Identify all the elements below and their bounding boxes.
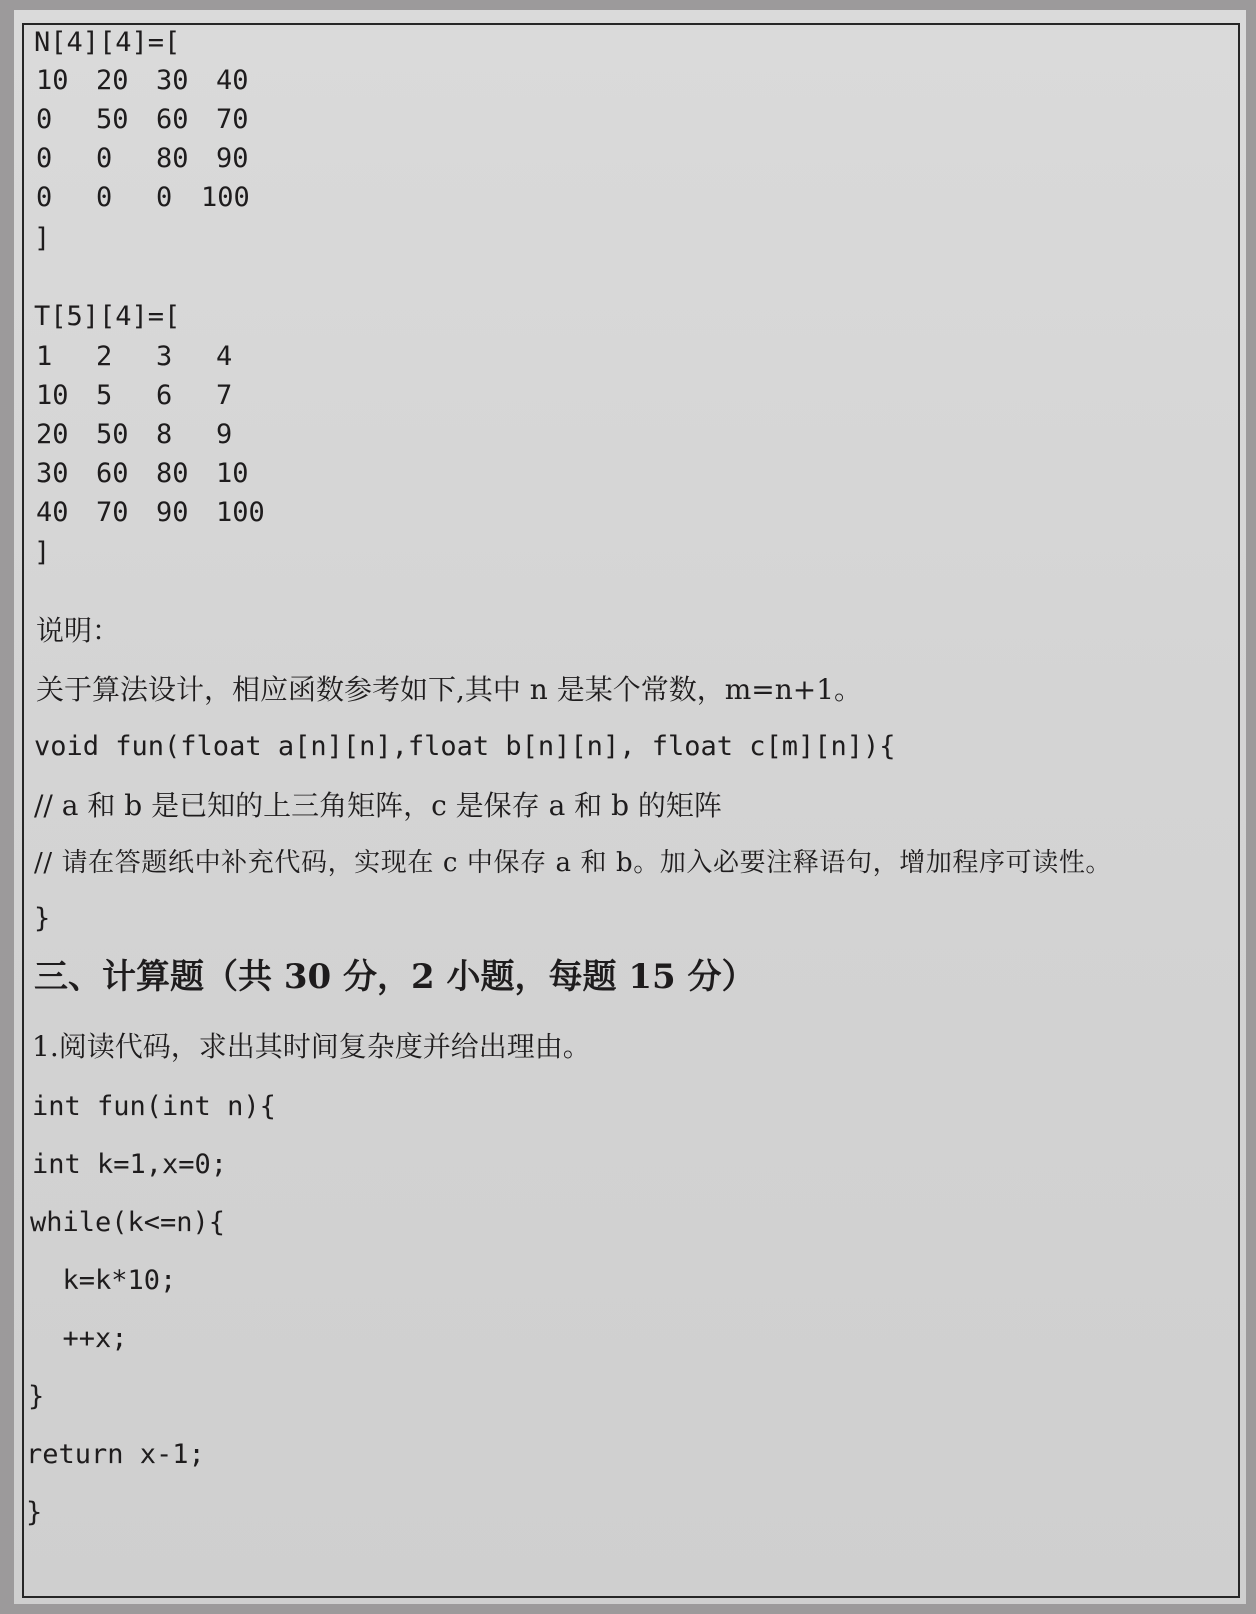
matrix-cell: 60 (96, 458, 129, 489)
matrix-row (36, 181, 356, 215)
matrix-cell: 90 (216, 143, 249, 174)
matrix-cell: 9 (216, 419, 233, 450)
code-line: } (28, 1381, 45, 1412)
matrix-cell: 6 (156, 380, 173, 411)
matrix-cell: 50 (96, 104, 129, 135)
matrix-row (36, 379, 356, 413)
code-line: int k=1,x=0; (32, 1149, 228, 1180)
matrix-cell: 80 (156, 143, 189, 174)
matrix-cell: 0 (36, 104, 53, 135)
matrix-cell: 30 (36, 458, 69, 489)
matrix-cell: 4 (216, 341, 233, 372)
code-comment: // 请在答题纸中补充代码，实现在 c 中保存 a 和 b。加入必要注释语句，增加程序可读性。 (34, 848, 1113, 878)
matrix-cell: 80 (156, 458, 189, 489)
matrix-row (36, 142, 356, 176)
matrix-cell: 0 (96, 182, 113, 213)
explanation-label: 说明： (36, 614, 121, 647)
matrix-cell: 100 (201, 182, 250, 213)
matrix-cell: 70 (216, 104, 249, 135)
matrix-cell: 3 (156, 341, 173, 372)
matrix-row (36, 103, 356, 137)
matrix-cell: 100 (216, 497, 265, 528)
matrix-cell: 10 (216, 458, 249, 489)
matrix-cell: 70 (96, 497, 129, 528)
matrix-row (36, 457, 356, 491)
matrix-cell: 1 (36, 341, 53, 372)
matrix-cell: 10 (36, 65, 69, 96)
matrix-cell: 40 (216, 65, 249, 96)
matrix-cell: 7 (216, 380, 233, 411)
explanation-intro: 关于算法设计，相应函数参考如下,其中 n 是某个常数，m=n+1。 (36, 673, 863, 706)
code-line: return x-1; (26, 1439, 205, 1470)
matrix-cell: 20 (36, 419, 69, 450)
matrix-row (36, 496, 356, 530)
matrix-t-close: ] (34, 537, 51, 568)
matrix-cell: 90 (156, 497, 189, 528)
matrix-cell: 40 (36, 497, 69, 528)
code-line: k=k*10; (30, 1265, 177, 1296)
code-comment: // a 和 b 是已知的上三角矩阵，c 是保存 a 和 b 的矩阵 (34, 789, 722, 822)
code-line: } (26, 1497, 43, 1528)
matrix-cell: 30 (156, 65, 189, 96)
matrix-cell: 5 (96, 380, 113, 411)
code-line: while(k<=n){ (30, 1207, 226, 1238)
matrix-row (36, 340, 356, 374)
section-heading: 三、计算题（共 30 分，2 小题，每题 15 分） (34, 957, 756, 997)
matrix-cell: 2 (96, 341, 113, 372)
code-line: int fun(int n){ (32, 1091, 276, 1122)
matrix-cell: 0 (36, 143, 53, 174)
matrix-t-header: T[5][4]=[ (34, 301, 181, 332)
function-close: } (34, 903, 51, 934)
matrix-row (36, 418, 356, 452)
function-signature: void fun(float a[n][n],float b[n][n], float c[m][n]){ (34, 731, 896, 762)
matrix-n-header: N[4][4]=[ (34, 27, 181, 58)
matrix-cell: 10 (36, 380, 69, 411)
matrix-row (36, 64, 356, 98)
question-1: 1.阅读代码，求出其时间复杂度并给出理由。 (32, 1030, 591, 1063)
matrix-cell: 0 (96, 143, 113, 174)
matrix-cell: 60 (156, 104, 189, 135)
matrix-cell: 0 (156, 182, 173, 213)
code-line: ++x; (30, 1323, 128, 1354)
matrix-n-close: ] (34, 223, 51, 254)
matrix-cell: 0 (36, 182, 53, 213)
matrix-cell: 50 (96, 419, 129, 450)
matrix-cell: 8 (156, 419, 173, 450)
matrix-cell: 20 (96, 65, 129, 96)
